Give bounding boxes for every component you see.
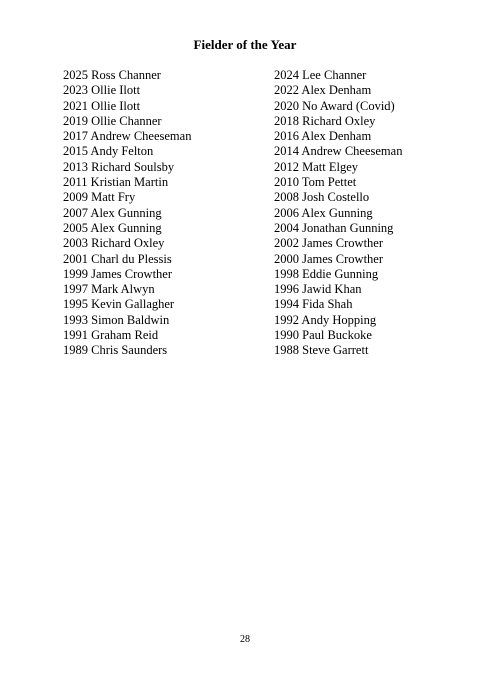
award-entry: 2010 Tom Pettet xyxy=(274,175,357,190)
award-entry: 2024 Lee Channer xyxy=(274,68,367,82)
award-entry: 2016 Alex Denham xyxy=(274,129,372,144)
award-entry: 2006 Alex Gunning xyxy=(274,205,373,220)
award-entry: 1995 Kevin Gallagher xyxy=(63,297,175,312)
award-list-right-column xyxy=(274,68,402,359)
page-number: 28 xyxy=(240,634,250,645)
award-entry: 2011 Kristian Martin xyxy=(63,175,169,190)
award-entry: 1997 Mark Alwyn xyxy=(63,282,155,297)
award-entry: 1993 Simon Baldwin xyxy=(63,312,170,327)
award-entry: 2017 Andrew Cheeseman xyxy=(63,129,192,144)
award-entry: 2023 Ollie Ilott xyxy=(63,83,141,98)
award-entry: 2021 Ollie Ilott xyxy=(63,98,141,113)
award-entry: 2022 Alex Denham xyxy=(274,83,372,98)
award-entry: 2007 Alex Gunning xyxy=(63,205,162,220)
award-list-left-column xyxy=(63,68,191,359)
award-entry: 2005 Alex Gunning xyxy=(63,220,162,235)
award-entry: 2025 Ross Channer xyxy=(63,68,161,82)
award-entry: 1999 James Crowther xyxy=(63,266,173,281)
award-entry: 2002 James Crowther xyxy=(274,236,384,251)
award-entry: 2004 Jonathan Gunning xyxy=(274,220,394,235)
award-entry: 2015 Andy Felton xyxy=(63,144,154,159)
award-entry: 2018 Richard Oxley xyxy=(274,113,376,128)
award-entry: 1988 Steve Garrett xyxy=(274,343,369,358)
award-entry: 1998 Eddie Gunning xyxy=(274,266,379,281)
award-entry: 2013 Richard Soulsby xyxy=(63,159,175,174)
award-entry: 2001 Charl du Plessis xyxy=(63,251,172,266)
award-entry: 1991 Graham Reid xyxy=(63,328,159,343)
award-entry: 2000 James Crowther xyxy=(274,251,384,266)
award-entry: 1992 Andy Hopping xyxy=(274,312,377,327)
award-entry: 2009 Matt Fry xyxy=(63,190,136,205)
page-title: Fielder of the Year xyxy=(193,37,297,52)
award-entry: 2020 No Award (Covid) xyxy=(274,98,395,113)
award-entry: 2003 Richard Oxley xyxy=(63,236,165,251)
award-entry: 1990 Paul Buckoke xyxy=(274,328,372,343)
award-entry: 2012 Matt Elgey xyxy=(274,159,359,174)
award-entry: 1996 Jawid Khan xyxy=(274,282,362,297)
award-entry: 2014 Andrew Cheeseman xyxy=(274,144,403,159)
award-entry: 1994 Fida Shah xyxy=(274,297,353,312)
award-entry: 1989 Chris Saunders xyxy=(63,343,168,358)
award-entry: 2019 Ollie Channer xyxy=(63,113,162,128)
award-entry: 2008 Josh Costello xyxy=(274,190,370,205)
